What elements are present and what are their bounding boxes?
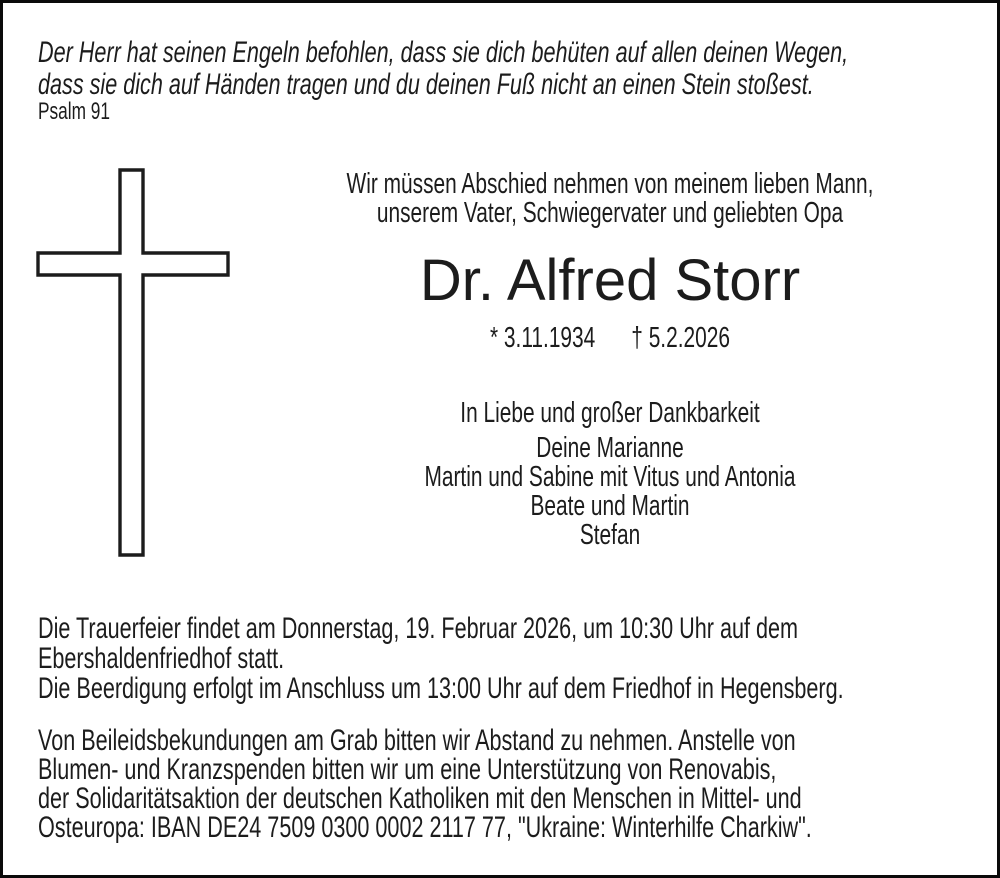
donation-line: Osteuropa: IBAN DE24 7509 0300 0002 2117 77, "Ukraine: Winterhilfe Charkiw". [38,811,812,844]
funeral-line: Die Beerdigung erfolgt im Anschluss um 13:00 Uhr auf dem Friedhof in Hegensberg. [38,672,844,705]
birth-date: * 3.11.1934 [490,322,596,354]
scripture-quote [38,37,1000,101]
donation-line: der Solidaritätsaktion der deutschen Katholiken mit den Menschen in Mittel- und [38,782,802,815]
mourner-line: Beate und Martin [530,490,690,522]
donation-line: Von Beileidsbekundungen am Grab bitten wir Abstand zu nehmen. Anstelle von [38,724,796,757]
funeral-line: Ebershaldenfriedhof statt. [38,642,285,675]
quote-line: Der Herr hat seinen Engeln befohlen, dass sie dich behüten auf allen deinen Wegen, [38,36,849,69]
mourner-line: Martin und Sabine mit Vitus und Antonia [424,461,796,493]
intro-text [210,170,1000,228]
death-date: † 5.2.2026 [631,322,730,354]
intro-line: Wir müssen Abschied nehmen von meinem lieben Mann, [346,168,874,200]
mourners-list [210,434,1000,550]
funeral-line: Die Trauerfeier findet am Donnerstag, 19. Februar 2026, um 10:30 Uhr auf dem [38,612,799,645]
donation-line: Blumen- und Kranzspenden bitten wir um eine Unterstützung von Renovabis, [38,753,777,786]
intro-line: unserem Vater, Schwiegervater und geliebten Opa [376,197,844,229]
funeral-info [38,614,1000,704]
psalm-reference: Psalm 91 [38,98,111,125]
mourner-line: Stefan [579,519,641,551]
farewell-text: In Liebe und großer Dankbarkeit [460,397,760,429]
life-dates [210,324,1000,353]
latin-cross-icon [36,168,230,557]
mourner-line: Deine Marianne [536,432,684,464]
donation-info [38,726,1000,842]
deceased-name: Dr. Alfred Storr [419,248,801,313]
quote-line: dass sie dich auf Händen tragen und du deinen Fuß nicht an einen Stein stoßest. [38,68,814,101]
